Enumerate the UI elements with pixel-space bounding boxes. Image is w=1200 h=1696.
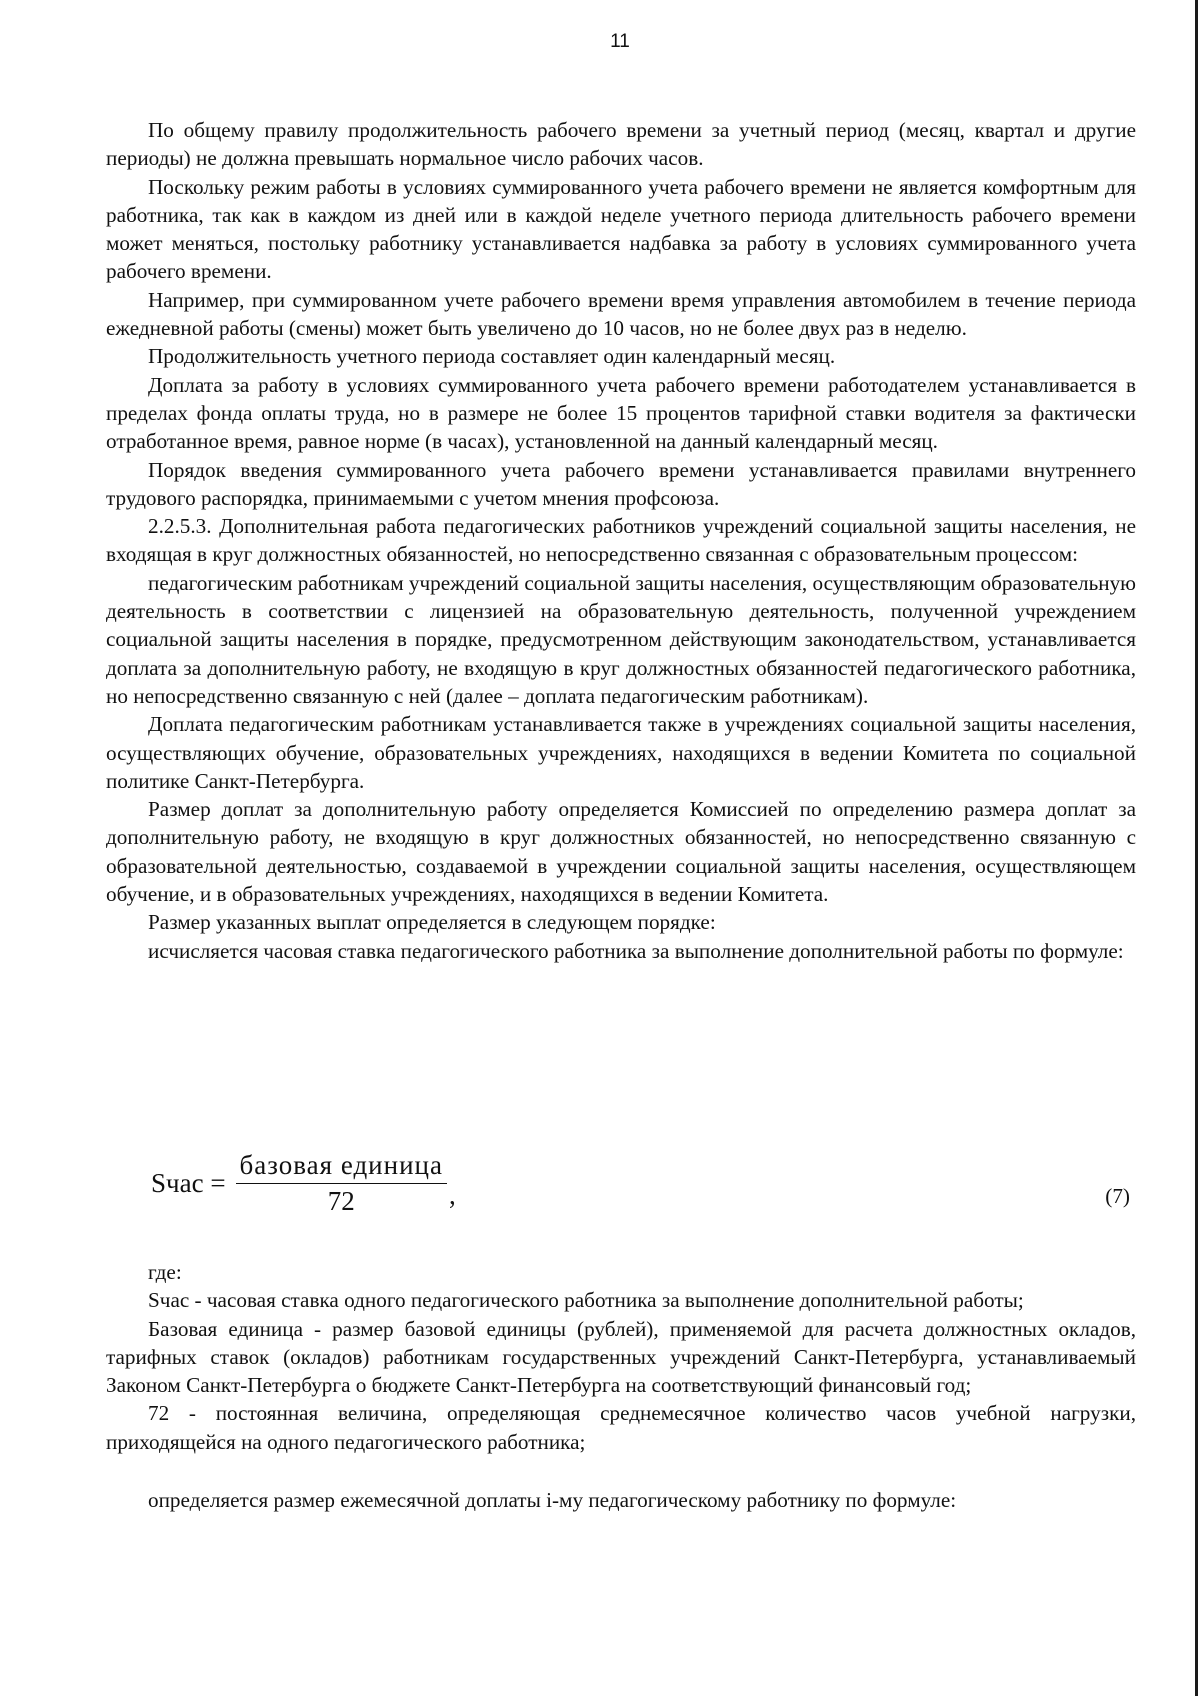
paragraph: По общему правилу продолжительность рабочего времени за учетный период (месяц, квартал и другие периоды) не должна превышать нормальное число рабочих часов. [106, 118, 1136, 171]
page-number: 11 [610, 31, 630, 52]
paragraph: где: [148, 1260, 182, 1284]
paragraph: Продолжительность учетного периода составляет один календарный месяц. [148, 344, 836, 369]
paragraph: 72 - постоянная величина, определяющая среднемесячное количество часов учебной нагрузки, приходящейся на одного педагогического работника; [106, 1401, 1136, 1454]
paragraph: Базовая единица - размер базовой единицы (рублей), применяемой для расчета должностных окладов, тарифных ставок (окладов) работникам государственных учреждений Санкт-Петербурга, устанавливаемый Законом Санкт-Петербурга о бюджете Санкт-Петербурга на соответствующий финансовый год; [106, 1316, 1136, 1398]
paragraph: Доплата педагогическим работникам устанавливается также в учреждениях социальной защиты населения, осуществляющих обучение, образовательных учреждениях, находящихся в ведении Комитета по социальной политике Санкт-Петербурга. [106, 712, 1136, 793]
formula-fraction [236, 1150, 447, 1217]
paragraph: Размер доплат за дополнительную работу определяется Комиссией по определению размера доплат за дополнительную работу, не входящую в круг должностных обязанностей, но непосредственно связанную с образовательной деятельностью, создаваемой в учреждении социальной защиты населения, осуществляющем обучение, и в образовательных учреждениях, находящихся в ведении Комитета. [106, 797, 1136, 907]
paragraph: Поскольку режим работы в условиях суммированного учета рабочего времени не является комфортным для работника, так как в каждом из дней или в каждой неделе учетного периода длительность рабочего времени может меняться, постольку работнику устанавливается надбавка за работу в условиях суммированного учета рабочего времени. [106, 174, 1136, 284]
document-body-continued [106, 1258, 1136, 1514]
scan-edge-line [1195, 0, 1198, 1696]
paragraph: исчисляется часовая ставка педагогического работника за выполнение дополнительной работы по формуле: [148, 938, 1124, 963]
paragraph: определяется размер ежемесячной доплаты i-му педагогическому работнику по формуле: [148, 1488, 957, 1513]
formula-expression [151, 1150, 456, 1217]
document-body [106, 116, 1136, 965]
formula-7 [106, 1150, 1136, 1250]
formula-numerator: базовая единица [236, 1150, 447, 1184]
formula-number: (7) [1105, 1184, 1130, 1208]
paragraph: Например, при суммированном учете рабочего времени время управления автомобилем в течение периода ежедневной работы (смены) может быть увеличено до 10 часов, но не более двух раз в неделю. [106, 287, 1136, 341]
formula-denominator: 72 [327, 1186, 355, 1216]
paragraph: Порядок введения суммированного учета рабочего времени устанавливается правилами внутреннего трудового распорядка, принимаемыми с учетом мнения профсоюза. [106, 457, 1136, 510]
formula-trailing: , [448, 1180, 456, 1210]
paragraph: педагогическим работникам учреждений социальной защиты населения, осуществляющим образовательную деятельность в соответствии с лицензией на образовательную деятельность, полученной учреждением социальной защиты населения в порядке, предусмотренном действующим законодательством, устанавливается доплата за дополнительную работу, не входящую в круг должностных обязанностей педагогического работника, но непосредственно связанную с ней (далее – доплата педагогическим работникам). [106, 570, 1136, 708]
paragraph: Доплата за работу в условиях суммированного учета рабочего времени работодателем устанавливается в пределах фонда оплаты труда, но в размере не более 15 процентов тарифной ставки водителя за фактически отработанное время, равное норме (в часах), установленной на данный календарный месяц. [106, 372, 1136, 454]
paragraph: 2.2.5.3. Дополнительная работа педагогических работников учреждений социальной защиты населения, не входящая в круг должностных обязанностей, но непосредственно связанная с образовательным процессом: [106, 514, 1136, 567]
paragraph: Размер указанных выплат определяется в следующем порядке: [148, 910, 716, 935]
formula-lhs: Sчас = [151, 1168, 226, 1198]
paragraph: Sчас - часовая ставка одного педагогического работника за выполнение дополнительной работы; [148, 1288, 1024, 1313]
